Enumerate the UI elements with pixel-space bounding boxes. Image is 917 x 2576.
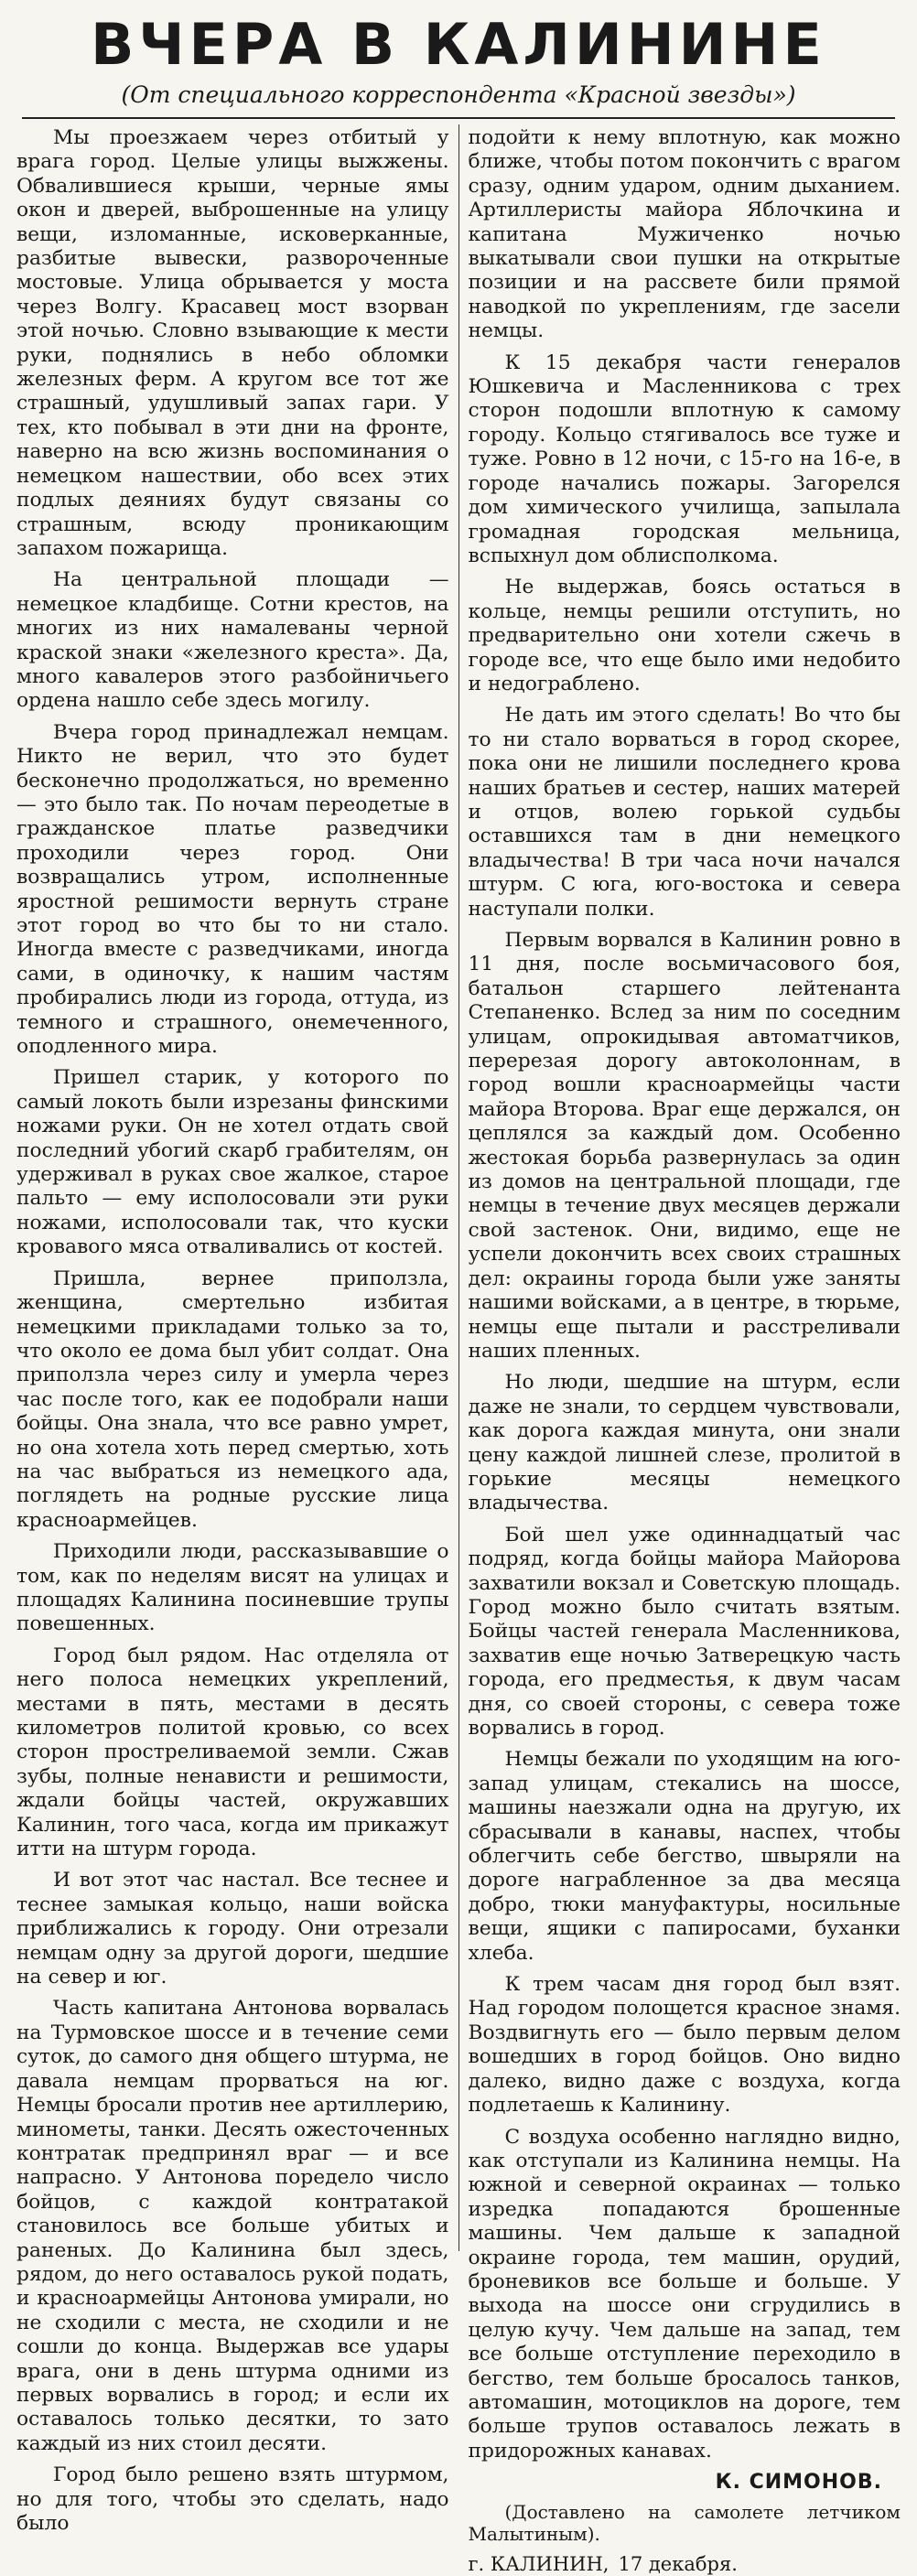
article-columns: [16, 119, 901, 2575]
paragraph: Не дать им этого сделать! Во что бы то ни стало ворваться в город скорее, пока они не лишили последнего крова наших братьев и сестер, наших матерей и отцов, волею горькой судьбы оставшихся там в дни немецкого владычества! В три часа ночи начался штурм. С юга, юго-востока и севера наступали полки.: [468, 704, 901, 921]
paragraph: Часть капитана Антонова ворвалась на Турмовское шоссе и в течение семи суток, до самого дня общего штурма, не давала немцам прорваться на юг. Немцы бросали против нее артиллерию, минометы, танки. Десять ожесточенных контратак предпринял враг — и все напрасно. У Антонова поредело число бойцов, с каждой контратакой становилось все больше убитых и раненых. До Калинина был здесь, рядом, до него оставалось рукой подать, и красноармейцы Антонова умирали, но не сходили с места, не сходили и не сошли до конца. Выдержав все удары врага, они в день штурма одними из первых ворвались в город; и если их оставалось только десятки, то зато каждый из них стоил десяти.: [16, 1997, 449, 2455]
paragraph: К 15 декабря части генералов Юшкевича и Масленникова с трех сторон подошли вплотную к самому городу. Кольцо стягивалось все туже и туже. Ровно в 12 ночи, с 15-го на 16-е, в городе начались пожары. Загорелся дом химического училища, запылала громадная городская мельница, вспыхнул дом облисполкома.: [468, 350, 901, 567]
place-name: г. КАЛИНИН,: [468, 2552, 610, 2575]
author-signature: К. СИМОНОВ.: [715, 2471, 882, 2495]
paragraph: С воздуха особенно наглядно видно, как отступали из Калинина немцы. На южной и северной окраинах — только изредка попадаются брошенные машины. Чем дальше к западной окраине города, тем машин, орудий, броневиков все больше и больше. У выхода на шоссе они сгрудились в целую кучу. Чем дальше на запад, тем все больше отступление переходило в бегство, тем больше бросалось танков, автомашин, мотоциклов на дороге, тем больше трупов оставалось лежать в придорожных канавах.: [468, 2125, 901, 2463]
paragraph: Не выдержав, боясь остаться в кольце, немцы решили отступить, но предварительно они хотели сжечь в городе все, что еще было ими недобито и недограблено.: [468, 576, 901, 695]
delivery-note: (Доставлено на самолете летчиком Малытиным).: [468, 2500, 901, 2545]
paragraph: подойти к нему вплотную, как можно ближе, чтобы потом покончить с врагом сразу, одним ударом, одним дыханием. Артиллеристы майора Яблочкина и капитана Мужиченко ночью выкатывали свои пушки на открытые позиции и на рассвете били прямой наводкой по укреплениям, где засели немцы.: [468, 126, 901, 343]
paragraph: К трем часам дня город был взят. Над городом полощется красное знамя. Воздвигнуть его — было первым делом вошедших в город бойцов. Оно видно далеко, видно даже с воздуха, когда подлетаешь к Калинину.: [468, 1973, 901, 2118]
right-column: [459, 119, 901, 2576]
dateline: [469, 2552, 901, 2576]
left-column: [16, 119, 458, 2543]
paragraph: Немцы бежали по уходящим на юго-запад улицам, стекались на шоссе, машины наезжали одна на другую, их сбрасывали в канавы, наспех, чтобы облегчить себе бегство, швыряли на дороге награбленное за два месяца добро, тюки мануфактуры, носильные вещи, ящики с папиросами, буханки хлеба.: [468, 1748, 901, 1965]
paragraph: Пришел старик, у которого по самый локоть были изрезаны финскими ножами руки. Он не хотел отдать свой последний убогий скарб грабителям, он удерживал в руках свое жалкое, старое пальто — ему исполосовали эти руки ножами, исполосовали так, что куски кровавого мяса отваливались от костей.: [16, 1066, 449, 1259]
paragraph: Город было решено взять штурмом, но для того, чтобы это сделать, надо было: [16, 2463, 449, 2535]
paragraph: Мы проезжаем через отбитый у врага город. Целые улицы выжжены. Обвалившиеся крыши, черные ямы окон и дверей, выброшенные на улицу вещи, изломанные, исковерканные, разбитые вывески, развороченные мостовые. Улица обрывается у моста через Волгу. Красавец мост взорван этой ночью. Словно взывающие к мести руки, поднялись в небо обломки железных ферм. А кругом все тот же страшный, удушливый запах гари. У тех, кто побывал в эти дни на фронте, наверно на всю жизнь воспоминания о немецком нашествии, обо всех этих подлых деяниях будут связаны со страшным, всюду проникающим запахом пожарища.: [16, 126, 449, 560]
article-title: ВЧЕРА В КАЛИНИНЕ: [91, 11, 826, 78]
paragraph: Пришла, вернее приползла, женщина, смертельно избитая немецкими прикладами только за то, что около ее дома был убит солдат. Она приползла через силу и умерла через час после того, как ее подобрали наши бойцы. Она знала, что все равно умрет, но она хотела хоть перед смертью, хоть на час выбраться из немецкого ада, поглядеть на родные русские лица красноармейцев.: [16, 1266, 449, 1532]
paragraph: Город был рядом. Нас отделяла от него полоса немецких укреплений, местами в пять, местами в десять километров политой кровью, со всех сторон простреливаемой земли. Сжав зубы, полные ненависти и решимости, ждали бойцы частей, окружавших Калинин, того часа, когда им прикажут итти на штурм города.: [16, 1644, 449, 1861]
paragraph: Первым ворвался в Калинин ровно в 11 дня, после восьмичасового боя, батальон старшего лейтенанта Степаненко. Вслед за ним по соседним улицам, опрокидывая автоматчиков, перерезая дорогу автоколоннам, в город вошли красноармейцы части майора Второва. Враг еще держался, он цеплялся за каждый дом. Особенно жестокая борьба развернулась за один из домов на центральной площади, где немцы в течение двух месяцев держали свой застенок. Они, видимо, еще не успели докончить всех своих страшных дел: окраины города были уже заняты нашими войсками, а в центре, в тюрьме, немцы еще пытали и расстреливали наших пленных.: [468, 929, 901, 1363]
paragraph: На центральной площади — немецкое кладбище. Сотни крестов, на многих из них намалеваны черной краской знаки «железного креста». Да, много кавалеров этого разбойничьего ордена нашло себе здесь могилу.: [16, 568, 449, 713]
paragraph: Приходили люди, рассказывавшие о том, как по неделям висят на улицах и площадях Калинина посиневшие трупы повешенных.: [16, 1540, 449, 1636]
paragraph: Но люди, шедшие на штурм, если даже не знали, то сердцем чувствовали, как дорога каждая минута, они знали цену каждой лишней слезе, пролитой в горькие месяцы немецкого владычества.: [468, 1371, 901, 1515]
article-date: 17 декабря.: [618, 2552, 738, 2575]
article-subtitle: (От специального корреспондента «Красной звезды»): [121, 81, 796, 108]
paragraph: И вот этот час настал. Все теснее и теснее замыкая кольцо, наши войска приближались к городу. Они отрезали немцам одну за другой дороги, шедшие на север и юг.: [16, 1869, 449, 1989]
paragraph: Вчера город принадлежал немцам. Никто не верил, что это будет бесконечно продолжаться, но временно — это было так. По ночам переодетые в гражданское платье разведчики проходили через город. Они возвращались утром, исполненные яростной решимости вернуть стране этот город во что бы то ни стало. Иногда вместе с разведчиками, иногда сами, в одиночку, к нашим частям пробирались люди из города, оттуда, из темного и страшного, онемеченного, оподленного мира.: [16, 720, 449, 1059]
paragraph: Бой шел уже одиннадцатый час подряд, когда бойцы майора Майорова захватили вокзал и Советскую площадь. Город можно было считать взятым. Бойцы частей генерала Масленникова, захватив еще ночью Затверецкую часть города, его предместья, к двум часам дня, со своей стороны, с севера тоже ворвались в город.: [468, 1523, 901, 1740]
